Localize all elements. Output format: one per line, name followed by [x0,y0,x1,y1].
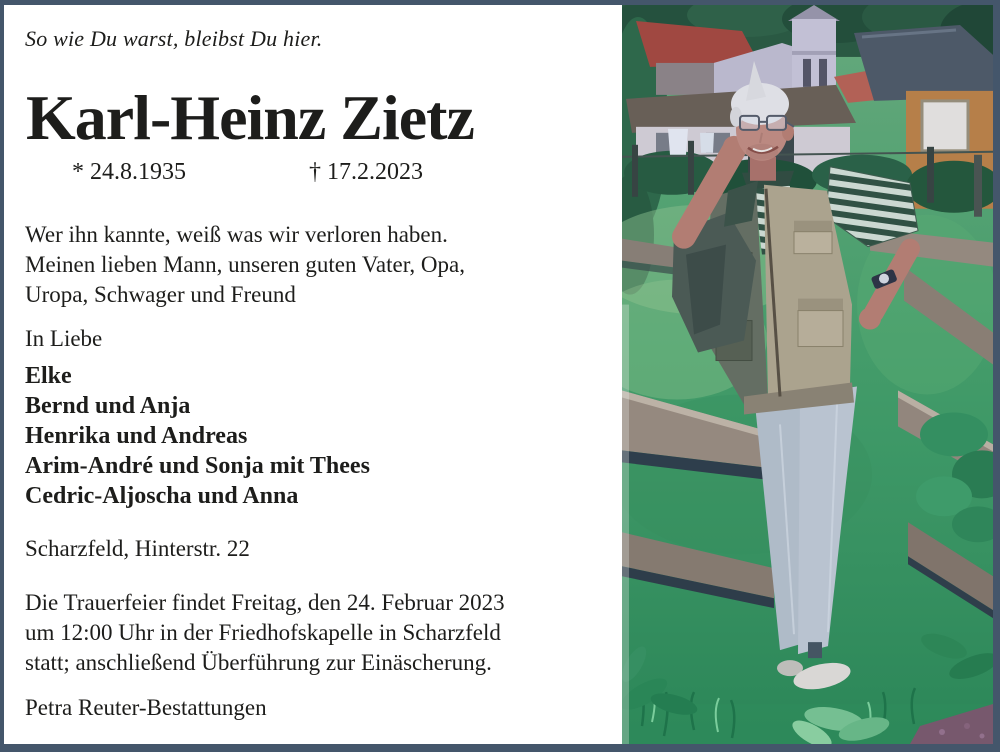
memorial-photo [622,5,993,744]
home-address: Scharzfeld, Hinterstr. 22 [25,536,250,561]
birth-date: * 24.8.1935 [72,159,186,185]
service-line: statt; anschließend Überführung zur Einäscherung. [25,650,492,675]
mourners-list [25,361,370,511]
mourner-name: Bernd und Anja [25,393,191,419]
tribute-line: Uropa, Schwager und Freund [25,282,296,307]
funeral-home-name: Petra Reuter-Bestattungen [25,695,267,720]
life-dates [4,159,564,189]
mourner-name: Elke [25,363,72,389]
service-announcement [25,588,505,678]
tribute-line: Meinen lieben Mann, unseren guten Vater, Opa, [25,252,465,277]
tribute-line: Wer ihn kannte, weiß was wir verloren haben. [25,222,448,247]
service-line: Die Trauerfeier findet Freitag, den 24. Februar 2023 [25,590,505,615]
death-date: † 17.2.2023 [309,159,423,185]
tribute-text [25,220,465,310]
deceased-name: Karl-Heinz Zietz [26,82,474,153]
mourner-name: Henrika und Andreas [25,423,248,449]
mourner-name: Arim-André und Sonja mit Thees [25,453,370,479]
closing-phrase: In Liebe [25,326,103,351]
service-line: um 12:00 Uhr in der Friedhofskapelle in Scharzfeld [25,620,501,645]
mourner-name: Cedric-Aljoscha und Anna [25,483,299,509]
photo-color-cast [622,5,993,744]
epigraph: So wie Du warst, bleibst Du hier. [25,26,323,51]
